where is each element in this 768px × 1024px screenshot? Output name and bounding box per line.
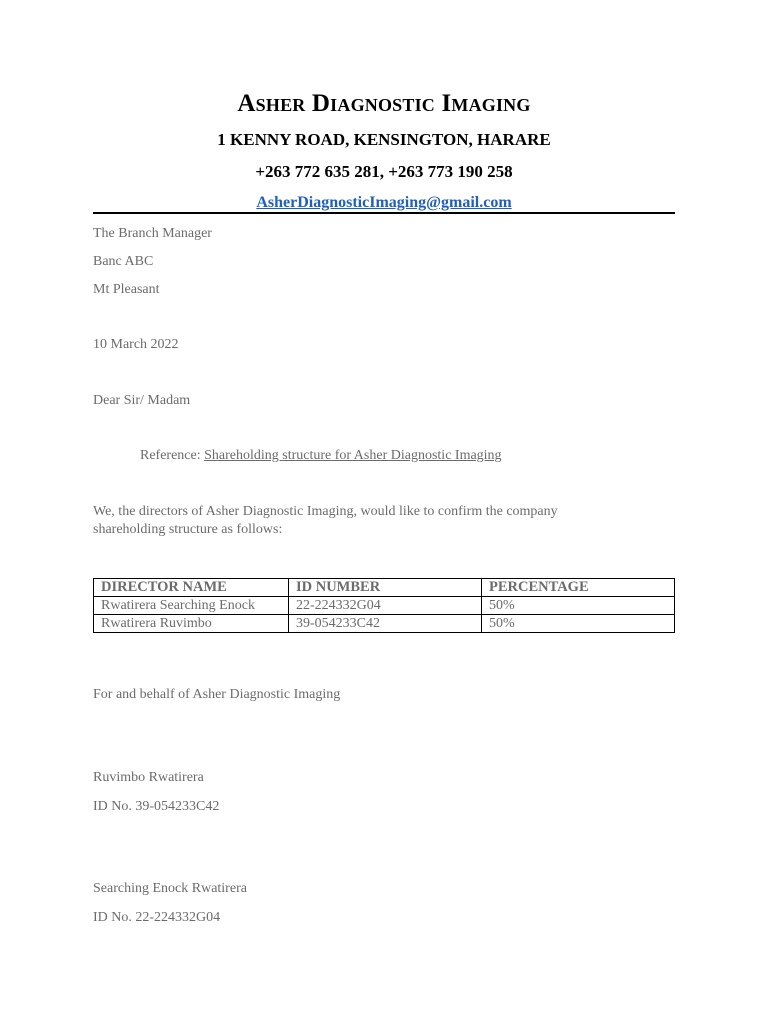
letter-date: 10 March 2022 <box>93 337 179 352</box>
company-phones: +263 772 635 281, +263 773 190 258 <box>255 162 513 181</box>
company-address: 1 KENNY ROAD, KENSINGTON, HARARE <box>217 130 551 149</box>
reference-label: Reference: <box>140 448 201 463</box>
cell-director-name: Rwatirera Ruvimbo <box>94 615 289 633</box>
cell-director-name: Rwatirera Searching Enock <box>94 597 289 615</box>
table-row <box>94 615 675 633</box>
cell-percentage: 50% <box>482 597 675 615</box>
cell-percentage: 50% <box>482 615 675 633</box>
reference-subject: Shareholding structure for Asher Diagnostic Imaging <box>204 448 502 463</box>
intro-line-2: shareholding structure as follows: <box>93 522 283 537</box>
header-id-number: ID NUMBER <box>289 579 482 597</box>
signatory-2-name: Searching Enock Rwatirera <box>93 881 247 896</box>
cell-id-number: 39-054233C42 <box>289 615 482 633</box>
header-divider <box>93 212 675 214</box>
company-email-link[interactable]: AsherDiagnosticImaging@gmail.com <box>256 194 512 211</box>
shareholding-table <box>93 578 675 633</box>
header-director-name: DIRECTOR NAME <box>94 579 289 597</box>
signatory-1-id: ID No. 39-054233C42 <box>93 799 220 814</box>
signatory-1-name: Ruvimbo Rwatirera <box>93 770 204 785</box>
cell-id-number: 22-224332G04 <box>289 597 482 615</box>
recipient-line-2: Banc ABC <box>93 254 154 269</box>
signatory-2-id: ID No. 22-224332G04 <box>93 910 221 925</box>
recipient-line-1: The Branch Manager <box>93 226 212 241</box>
recipient-line-3: Mt Pleasant <box>93 282 160 297</box>
company-name: Asher Diagnostic Imaging <box>237 90 531 117</box>
intro-line-1: We, the directors of Asher Diagnostic Imaging, would like to confirm the company <box>93 504 558 519</box>
table-row <box>94 597 675 615</box>
header-percentage: PERCENTAGE <box>482 579 675 597</box>
table-header-row <box>94 579 675 597</box>
salutation: Dear Sir/ Madam <box>93 393 191 408</box>
reference-line <box>140 447 502 465</box>
closing-line: For and behalf of Asher Diagnostic Imaging <box>93 687 341 702</box>
